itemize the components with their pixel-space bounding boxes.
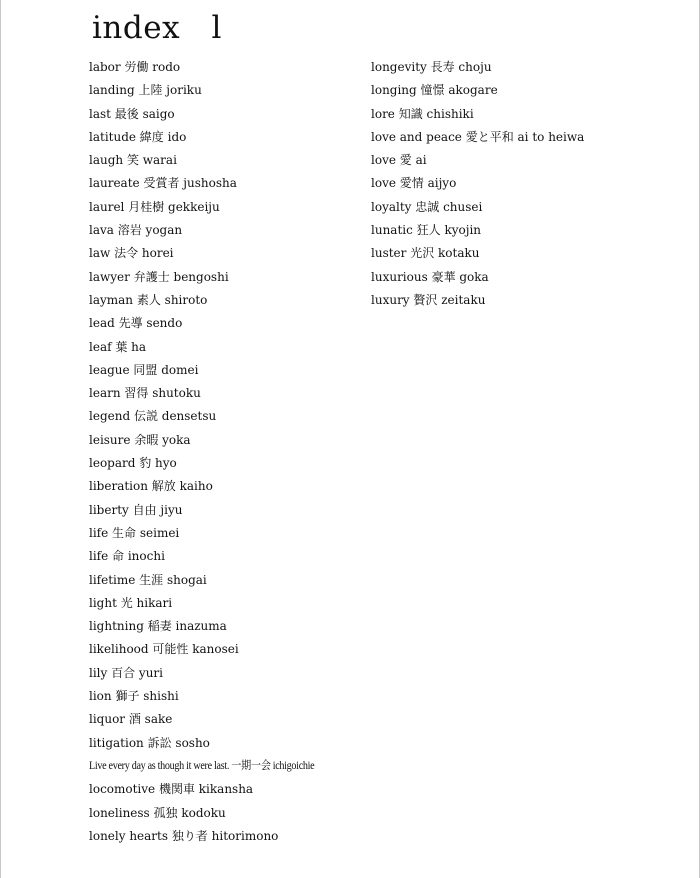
index-entry-proverb: Live every day as though it were last. 一期一会 ichigoichie (89, 759, 315, 772)
index-entry: lion 獅子 shishi (89, 689, 179, 704)
index-entry: lightning 稲妻 inazuma (89, 619, 227, 634)
index-entry: legend 伝説 densetsu (89, 409, 217, 424)
index-entry: layman 素人 shiroto (89, 292, 208, 307)
index-column-right (371, 56, 696, 312)
index-entry: lunatic 狂人 kyojin (371, 223, 482, 238)
index-entry: last 最後 saigo (89, 106, 175, 121)
index-entry: laureate 受賞者 jushosha (89, 176, 237, 191)
page-title: index l (92, 10, 222, 46)
index-entry: laurel 月桂樹 gekkeiju (89, 199, 220, 214)
index-entry: light 光 hikari (89, 595, 173, 610)
index-entry: life 生命 seimei (89, 525, 180, 540)
index-entry: loyalty 忠誠 chusei (371, 199, 483, 214)
index-entry: labor 労働 rodo (89, 60, 181, 74)
index-entry: liberation 解放 kaiho (89, 479, 213, 494)
index-entry: liberty 自由 jiyu (89, 502, 183, 517)
index-entry: lawyer 弁護士 bengoshi (89, 269, 229, 284)
index-entry: laugh 笑 warai (89, 153, 177, 168)
index-entry: leaf 葉 ha (89, 339, 147, 354)
index-entry: league 同盟 domei (89, 362, 199, 377)
index-entry: lifetime 生涯 shogai (89, 572, 207, 587)
index-entry: locomotive 機関車 kikansha (89, 782, 254, 797)
index-entry: love 愛情 aijyo (371, 176, 457, 191)
index-entry: longing 憧憬 akogare (371, 83, 498, 98)
index-entry: lava 溶岩 yogan (89, 223, 183, 238)
index-entry: longevity 長寿 choju (371, 60, 492, 74)
index-entry: leisure 余暇 yoka (89, 432, 191, 447)
index-entry: litigation 訴訟 sosho (89, 735, 210, 750)
index-entry: love 愛 ai (371, 153, 427, 168)
index-entry: luster 光沢 kotaku (371, 246, 480, 261)
index-entry: likelihood 可能性 kanosei (89, 642, 239, 657)
index-entry: loneliness 孤独 kodoku (89, 805, 226, 820)
index-entry: landing 上陸 joriku (89, 83, 202, 98)
page-border-left (0, 0, 1, 878)
index-entry: luxury 贅沢 zeitaku (371, 292, 486, 307)
index-entry: luxurious 豪華 goka (371, 269, 489, 284)
index-entry: love and peace 愛と平和 ai to heiwa (371, 129, 585, 144)
index-entry: lead 先導 sendo (89, 316, 183, 331)
index-entry: lily 百合 yuri (89, 665, 164, 680)
index-entry: lonely hearts 独り者 hitorimono (89, 828, 279, 843)
index-entry: learn 習得 shutoku (89, 386, 201, 401)
index-entry: leopard 豹 hyo (89, 456, 177, 471)
index-entry: lore 知識 chishiki (371, 106, 474, 121)
index-entry: liquor 酒 sake (89, 712, 173, 727)
index-column-left (89, 56, 379, 848)
index-entry: life 命 inochi (89, 549, 165, 564)
index-entry: law 法令 horei (89, 246, 174, 261)
index-entry: latitude 緯度 ido (89, 129, 187, 144)
